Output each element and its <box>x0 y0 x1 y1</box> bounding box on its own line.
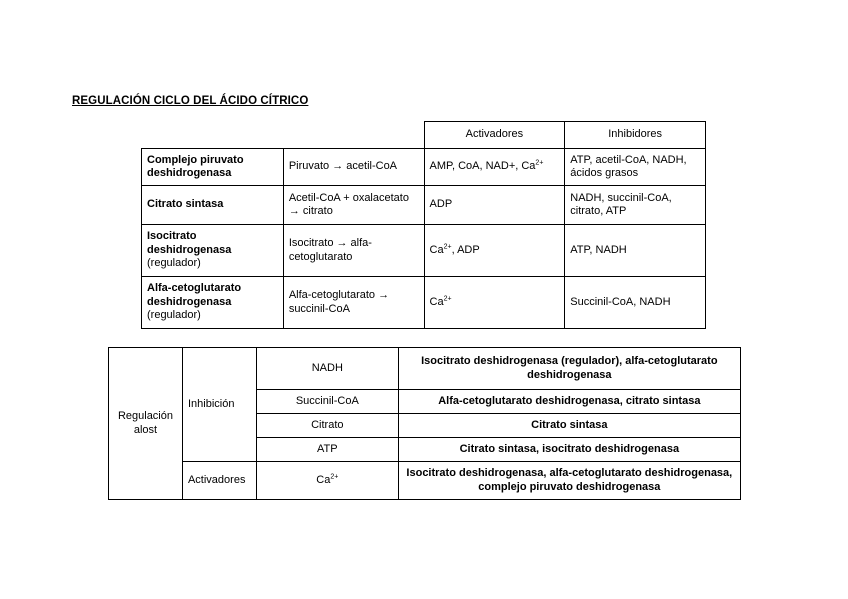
activators-cell: AMP, CoA, NAD+, $Ca^{2+}$ <box>424 149 565 186</box>
inhibition-label: Inhibición <box>182 348 256 462</box>
targets-cell: Isocitrato deshidrogenasa (regulador), alfa-cetoglutarato deshidrogenasa <box>398 348 740 390</box>
targets-cell: Alfa-cetoglutarato deshidrogenasa, citrato sintasa <box>398 390 740 414</box>
table-row <box>142 225 706 277</box>
blank-header-cell <box>142 122 284 149</box>
enzyme-cell: Complejo piruvato deshidrogenasa <box>142 149 284 186</box>
reaction-cell: Alfa-cetoglutarato → succinil-CoA <box>283 277 424 329</box>
activators-cell: $Ca^{2+}$ <box>424 277 565 329</box>
reaction-cell: Isocitrato → alfa-cetoglutarato <box>283 225 424 277</box>
targets-cell: Citrato sintasa, isocitrato deshidrogenasa <box>398 438 740 462</box>
activators-header: Activadores <box>424 122 565 149</box>
effector-cell: NADH <box>256 348 398 390</box>
table-row <box>109 348 741 390</box>
enzyme-cell: Citrato sintasa <box>142 186 284 225</box>
inhibitors-cell: ATP, acetil-CoA, NADH, ácidos grasos <box>565 149 706 186</box>
enzyme-cell: Isocitrato deshidrogenasa (regulador) <box>142 225 284 277</box>
inhibitors-header: Inhibidores <box>565 122 706 149</box>
table-row <box>109 462 741 500</box>
activators-cell: $Ca^{2+}$, ADP <box>424 225 565 277</box>
regulation-table <box>141 121 706 329</box>
inhibitors-cell: NADH, succinil-CoA, citrato, ATP <box>565 186 706 225</box>
targets-cell: Citrato sintasa <box>398 414 740 438</box>
allosteric-regulation-table <box>108 347 741 500</box>
inhibitors-cell: ATP, NADH <box>565 225 706 277</box>
enzyme-cell: Alfa-cetoglutarato deshidrogenasa (regulador) <box>142 277 284 329</box>
regulator-note: (regulador) <box>147 309 201 322</box>
table-row <box>142 186 706 225</box>
page-title: REGULACIÓN CICLO DEL ÁCIDO CÍTRICO <box>72 95 309 107</box>
table-row <box>142 277 706 329</box>
activators-cell: ADP <box>424 186 565 225</box>
reaction-cell: Piruvato → acetil-CoA <box>283 149 424 186</box>
activators-label: Activadores <box>182 462 256 500</box>
inhibitors-cell: Succinil-CoA, NADH <box>565 277 706 329</box>
group-label: Regulación alost <box>109 348 183 500</box>
regulator-note: (regulador) <box>147 257 201 270</box>
effector-cell: $Ca^{2+}$ <box>256 462 398 500</box>
effector-cell: ATP <box>256 438 398 462</box>
effector-cell: Citrato <box>256 414 398 438</box>
header-row <box>142 122 706 149</box>
effector-cell: Succinil-CoA <box>256 390 398 414</box>
blank-header-cell <box>283 122 424 149</box>
targets-cell: Isocitrato deshidrogenasa, alfa-cetoglutarato deshidrogenasa, complejo piruvato deshidrogenasa <box>398 462 740 500</box>
table-row <box>142 149 706 186</box>
reaction-cell: Acetil-CoA + oxalacetato → citrato <box>283 186 424 225</box>
